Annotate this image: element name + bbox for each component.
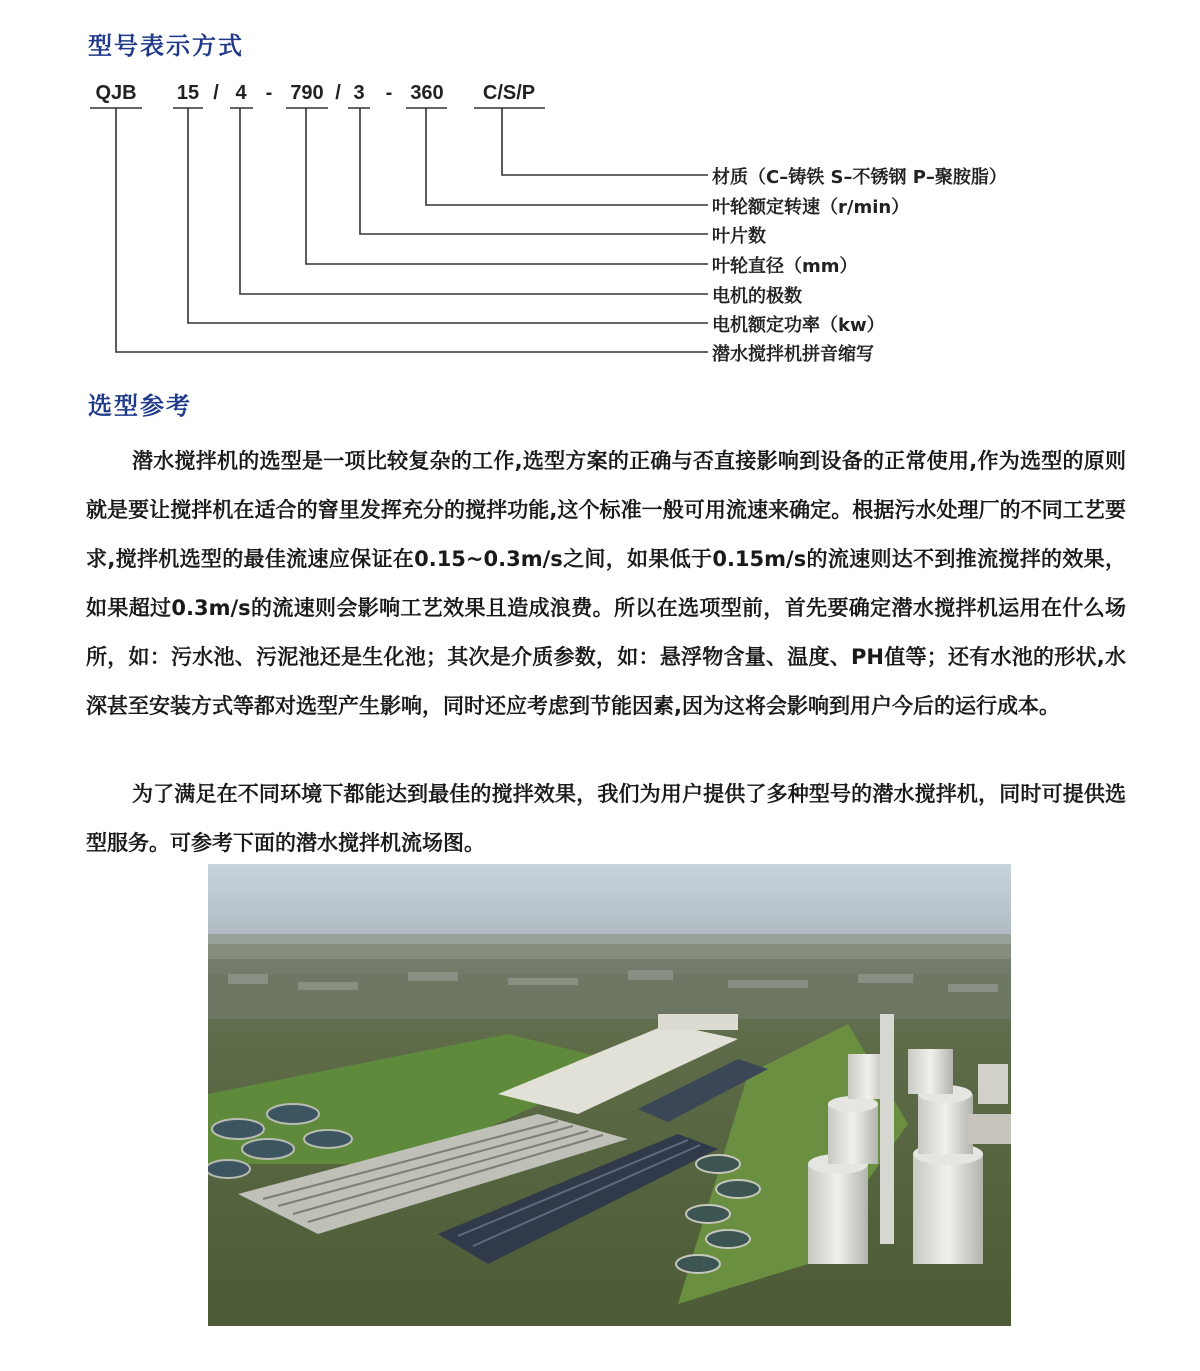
code-part-power: 15 bbox=[176, 82, 200, 104]
legend-speed: 叶轮额定转速（r/min） bbox=[712, 197, 910, 218]
legend-poles: 电机的极数 bbox=[712, 286, 802, 307]
model-code-diagram bbox=[0, 0, 1200, 380]
code-part-blades: 3 bbox=[353, 82, 365, 104]
section-title-model: 型号表示方式 bbox=[88, 32, 244, 60]
legend-blades: 叶片数 bbox=[712, 226, 766, 247]
code-separator-dash: - bbox=[265, 82, 273, 104]
legend-diameter: 叶轮直径（mm） bbox=[712, 256, 858, 277]
legend-power: 电机额定功率（kw） bbox=[712, 315, 885, 336]
connector-power bbox=[188, 108, 708, 323]
code-part-qjb: QJB bbox=[95, 82, 137, 104]
code-part-poles: 4 bbox=[235, 82, 247, 104]
code-part-material: C/S/P bbox=[482, 82, 536, 104]
code-separator-dash: - bbox=[385, 82, 393, 104]
paragraph-service: 为了满足在不同环境下都能达到最佳的搅拌效果，我们为用户提供了多种型号的潜水搅拌机，同时可提供选型服务。可参考下面的潜水搅拌机流场图。 bbox=[86, 782, 1126, 855]
plant-aerial-photo bbox=[208, 864, 1011, 1326]
connector-speed bbox=[426, 108, 708, 205]
paragraph-selection: 潜水搅拌机的选型是一项比较复杂的工作,选型方案的正确与否直接影响到设备的正常使用,作为选型的原则就是要让搅拌机在适合的窨里发挥充分的搅拌功能,这个标准一般可用流速来确定。根据污水处理厂的不同工艺要求,搅拌机选型的最佳流速应保证在0.15~0.3m/s之间，如果低于0.15m/s的流速则达不到推流搅拌的效果，如果超过0.3m/s的流速则会影响工艺效果且造成浪费。所以在选项型前，首先要确定潜水搅拌机运用在什么场所，如：污水池、污泥池还是生化池；其次是介质参数，如：悬浮物含量、温度、PH值等；还有水池的形状,水深甚至安装方式等都对选型产生影响，同时还应考虑到节能因素,因为这将会影响到用户今后的运行成本。 bbox=[86, 449, 1126, 718]
legend-material: 材质（C–铸铁 S–不锈钢 P–聚胺脂） bbox=[712, 167, 1007, 188]
connector-abbrev bbox=[116, 108, 708, 352]
code-separator-slash: / bbox=[335, 82, 341, 104]
connector-material bbox=[502, 108, 708, 175]
section-title-selection: 选型参考 bbox=[88, 392, 192, 420]
plant-aerial-illustration bbox=[208, 864, 1011, 1326]
legend-abbrev: 潜水搅拌机拼音缩写 bbox=[712, 344, 874, 365]
code-part-diameter: 790 bbox=[290, 82, 324, 104]
code-part-speed: 360 bbox=[410, 82, 444, 104]
code-separator-slash: / bbox=[213, 82, 219, 104]
connector-poles bbox=[240, 108, 708, 294]
connector-diameter bbox=[306, 108, 708, 264]
connector-blades bbox=[360, 108, 708, 234]
